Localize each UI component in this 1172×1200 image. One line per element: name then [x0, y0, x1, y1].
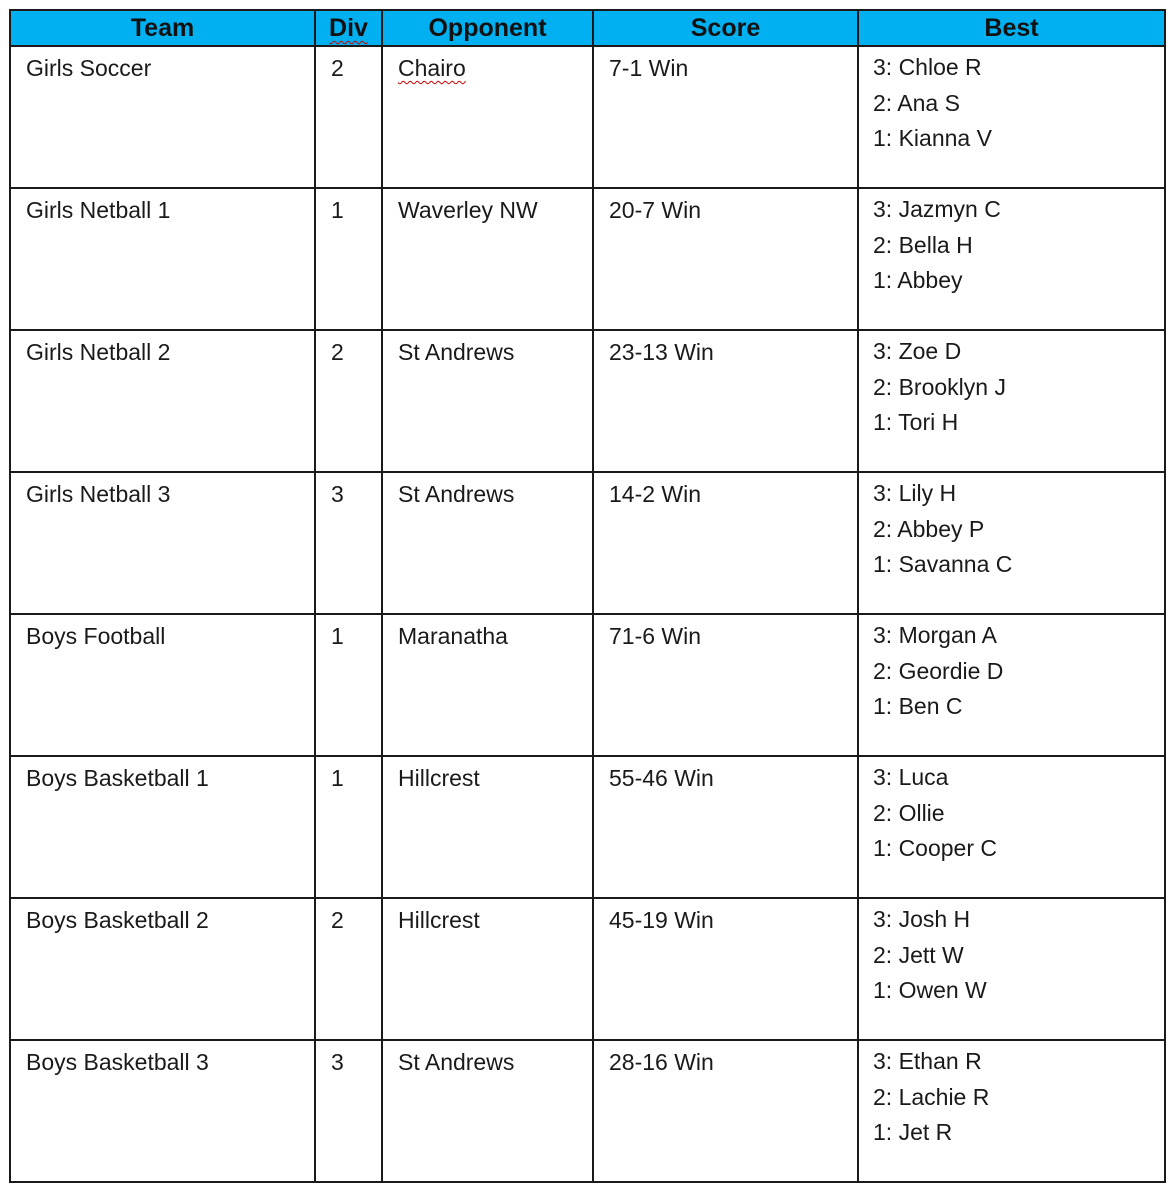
best-cell — [858, 330, 1165, 472]
header-opponent: Opponent — [382, 10, 593, 46]
division: 2 — [331, 907, 344, 933]
team-cell — [10, 898, 315, 1040]
score-cell — [593, 330, 858, 472]
best-player-1: 1: Kianna V — [873, 125, 992, 151]
opponent-name: St Andrews — [398, 1049, 515, 1075]
div-cell — [315, 1040, 382, 1182]
team-name: Girls Netball 3 — [26, 481, 171, 507]
opponent-name: Hillcrest — [398, 765, 480, 791]
best-player-3: 3: Lily H — [873, 480, 957, 506]
opponent-cell — [382, 898, 593, 1040]
best-player-2: 2: Ollie — [873, 799, 945, 826]
score: 28-16 Win — [609, 1049, 714, 1075]
score-cell — [593, 756, 858, 898]
division: 3 — [331, 481, 344, 507]
score-cell — [593, 188, 858, 330]
opponent-cell — [382, 1040, 593, 1182]
opponent-cell — [382, 614, 593, 756]
opponent-cell — [382, 756, 593, 898]
score: 45-19 Win — [609, 907, 714, 933]
opponent-name: Maranatha — [398, 623, 508, 649]
div-cell — [315, 898, 382, 1040]
header-team: Team — [10, 10, 315, 46]
best-player-2: 2: Lachie R — [873, 1083, 990, 1110]
score: 55-46 Win — [609, 765, 714, 791]
team-cell — [10, 614, 315, 756]
best-player-2: 2: Jett W — [873, 941, 964, 968]
best-player-1: 1: Tori H — [873, 409, 959, 435]
team-cell — [10, 472, 315, 614]
team-name: Girls Netball 1 — [26, 197, 171, 223]
best-cell — [858, 756, 1165, 898]
header-score: Score — [593, 10, 858, 46]
division: 1 — [331, 623, 344, 649]
team-cell — [10, 330, 315, 472]
team-name: Girls Soccer — [26, 55, 152, 81]
opponent-cell — [382, 46, 593, 188]
best-player-2: 2: Abbey P — [873, 515, 985, 542]
best-player-2: 2: Geordie D — [873, 657, 1004, 684]
opponent-name: Hillcrest — [398, 907, 480, 933]
results-table — [9, 9, 1166, 1183]
table-row — [10, 188, 1165, 330]
team-cell — [10, 46, 315, 188]
team-cell — [10, 188, 315, 330]
score: 14-2 Win — [609, 481, 702, 507]
opponent-cell — [382, 188, 593, 330]
table-row — [10, 46, 1165, 188]
best-player-1: 1: Cooper C — [873, 835, 998, 861]
opponent-name: St Andrews — [398, 481, 515, 507]
division: 2 — [331, 339, 344, 365]
header-best: Best — [858, 10, 1165, 46]
score-cell — [593, 614, 858, 756]
opponent-name: Waverley NW — [398, 197, 538, 223]
team-name: Boys Football — [26, 623, 166, 649]
table-row — [10, 1040, 1165, 1182]
best-cell — [858, 188, 1165, 330]
opponent-cell — [382, 330, 593, 472]
best-player-3: 3: Chloe R — [873, 54, 982, 80]
team-cell — [10, 1040, 315, 1182]
best-cell — [858, 614, 1165, 756]
division: 2 — [331, 55, 344, 81]
score: 7-1 Win — [609, 55, 689, 81]
best-player-1: 1: Ben C — [873, 693, 963, 719]
score-cell — [593, 898, 858, 1040]
score-cell — [593, 472, 858, 614]
best-cell — [858, 898, 1165, 1040]
best-player-1: 1: Owen W — [873, 977, 987, 1003]
best-cell — [858, 46, 1165, 188]
best-player-2: 2: Bella H — [873, 231, 973, 258]
table-row — [10, 898, 1165, 1040]
div-cell — [315, 472, 382, 614]
score: 71-6 Win — [609, 623, 702, 649]
table-row — [10, 472, 1165, 614]
score-cell — [593, 46, 858, 188]
team-name: Girls Netball 2 — [26, 339, 171, 365]
best-player-3: 3: Luca — [873, 764, 949, 790]
best-cell — [858, 1040, 1165, 1182]
header-row — [10, 10, 1165, 46]
table-row — [10, 756, 1165, 898]
score: 20-7 Win — [609, 197, 702, 223]
table-row — [10, 330, 1165, 472]
best-player-2: 2: Brooklyn J — [873, 373, 1006, 400]
score: 23-13 Win — [609, 339, 714, 365]
best-player-3: 3: Ethan R — [873, 1048, 982, 1074]
best-player-1: 1: Jet R — [873, 1119, 953, 1145]
opponent-name: Chairo — [398, 55, 466, 81]
best-player-3: 3: Josh H — [873, 906, 971, 932]
table-row — [10, 614, 1165, 756]
best-player-3: 3: Jazmyn C — [873, 196, 1001, 222]
div-cell — [315, 188, 382, 330]
division: 3 — [331, 1049, 344, 1075]
division: 1 — [331, 765, 344, 791]
best-cell — [858, 472, 1165, 614]
div-cell — [315, 614, 382, 756]
team-name: Boys Basketball 3 — [26, 1049, 209, 1075]
team-cell — [10, 756, 315, 898]
best-player-1: 1: Savanna C — [873, 551, 1013, 577]
header-div-label: Div — [329, 14, 368, 42]
opponent-cell — [382, 472, 593, 614]
team-name: Boys Basketball 2 — [26, 907, 209, 933]
opponent-name: St Andrews — [398, 339, 515, 365]
best-player-3: 3: Morgan A — [873, 622, 998, 648]
best-player-3: 3: Zoe D — [873, 338, 962, 364]
team-name: Boys Basketball 1 — [26, 765, 209, 791]
div-cell — [315, 330, 382, 472]
div-cell — [315, 46, 382, 188]
best-player-1: 1: Abbey — [873, 267, 963, 293]
best-player-2: 2: Ana S — [873, 89, 960, 116]
score-cell — [593, 1040, 858, 1182]
header-div — [315, 10, 382, 46]
div-cell — [315, 756, 382, 898]
division: 1 — [331, 197, 344, 223]
